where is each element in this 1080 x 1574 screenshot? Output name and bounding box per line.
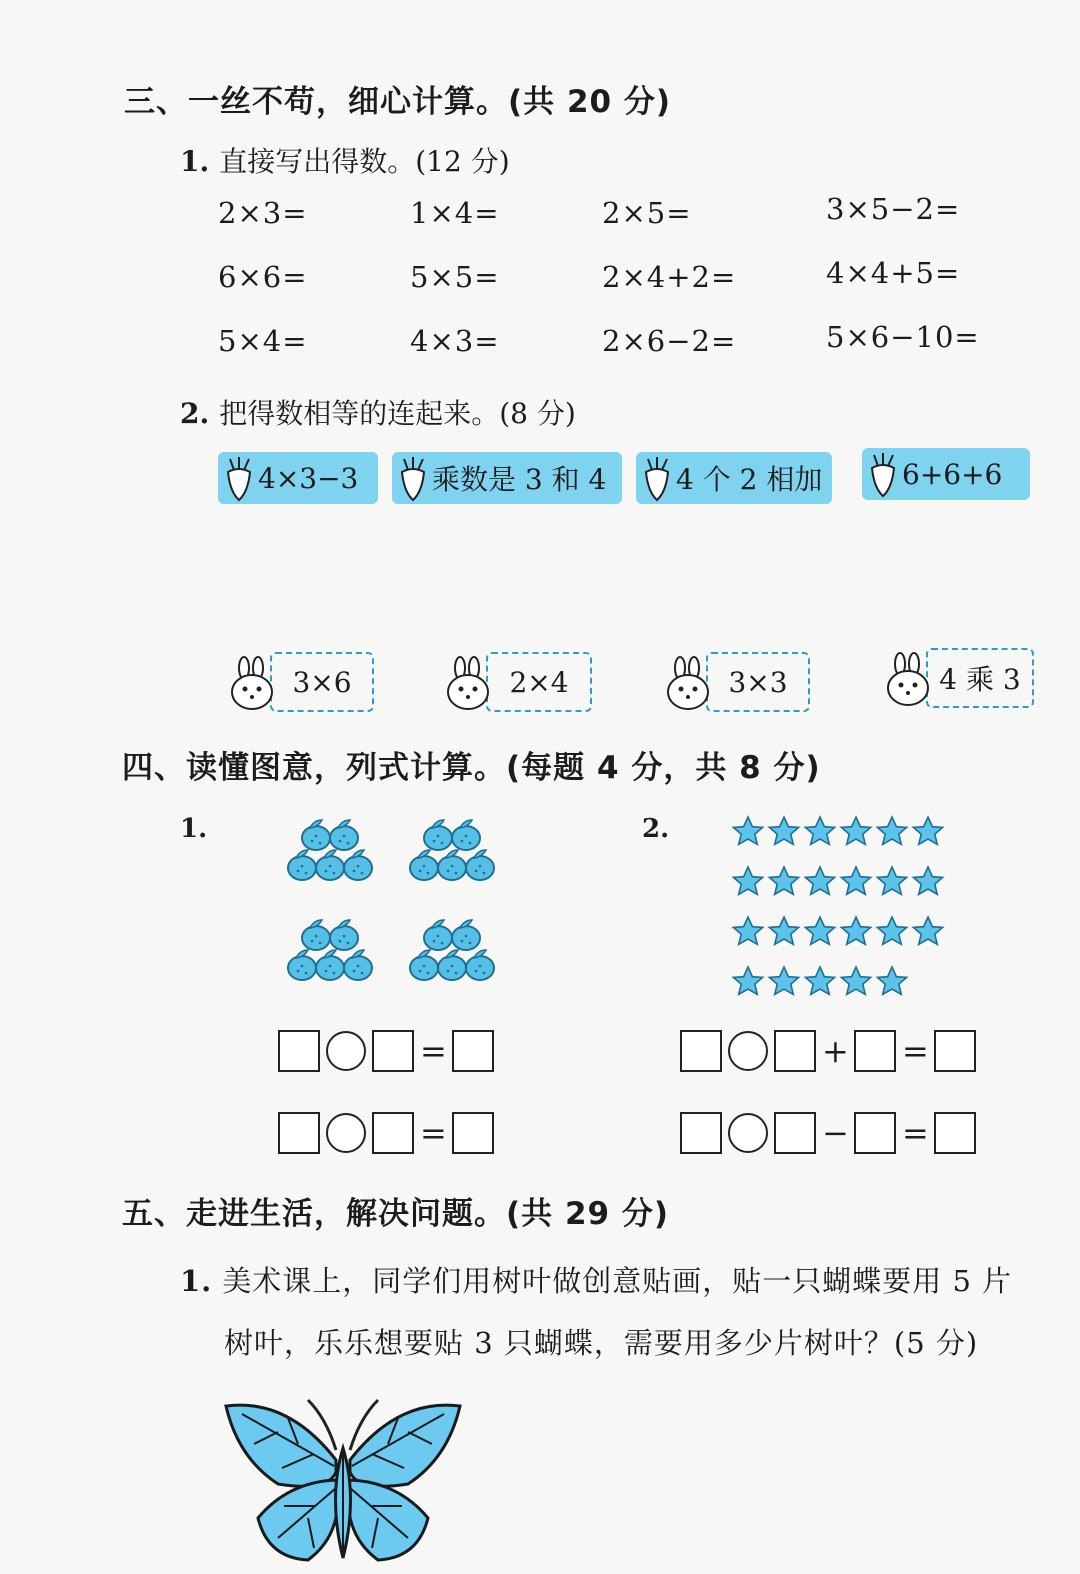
question-text: 直接写出得数。(12 分) [219,145,510,178]
star-icon [733,967,762,994]
equals-sign: = [420,1032,447,1070]
section-3-title: 三、一丝不苟，细心计算。(共 20 分) [124,84,672,120]
calc-problem: 5×6−10= [826,320,980,354]
star-icon [877,967,906,994]
carrot-icon [222,456,256,502]
word-problem-line-1 [180,1250,1060,1312]
calc-problem: 6×6= [218,260,308,294]
bunny-card-4[interactable] [882,648,1034,710]
star-icon [805,967,834,994]
answer-box[interactable] [452,1030,494,1072]
star-rows-illustration [724,810,954,1006]
calc-problem: 4×3= [410,324,500,358]
bunny-card-3[interactable] [662,652,812,714]
star-icon [733,817,762,844]
star-icon [769,917,798,944]
fruit-groups-illustration [280,808,510,1004]
carrot-label: 4×3−3 [258,461,359,495]
calc-problem: 2×4+2= [602,260,737,294]
star-icon [841,967,870,994]
question-number: 2. [180,397,210,430]
carrot-icon [640,456,674,502]
bunny-answer-box [270,652,374,712]
bunny-answer-box [486,652,592,712]
answer-box[interactable] [278,1112,320,1154]
carrot-label: 4 个 2 相加 [676,463,823,496]
calc-problem: 5×4= [218,324,308,358]
star-icon [805,917,834,944]
star-icon [769,867,798,894]
star-icon [733,917,762,944]
answer-box[interactable] [774,1030,816,1072]
answer-box[interactable] [372,1112,414,1154]
equals-sign: = [902,1032,929,1070]
bunny-answer-box [706,652,810,712]
carrot-label: 乘数是 3 和 4 [432,463,607,496]
operator-circle[interactable] [326,1031,366,1071]
bunny-answer-box [926,648,1034,708]
star-icon [841,817,870,844]
word-problem-5-1 [180,1250,1060,1374]
question-3-1-title [180,140,510,180]
star-icon [733,867,762,894]
question-number: 1. [180,145,210,178]
calc-problem: 1×4= [410,196,500,230]
bunny-card-1[interactable] [226,652,376,714]
bunny-icon [882,652,938,708]
operator-circle[interactable] [728,1031,768,1071]
answer-box[interactable] [854,1030,896,1072]
star-icon [769,817,798,844]
section-5-title: 五、走进生活，解决问题。(共 29 分) [122,1196,670,1232]
answer-box[interactable] [934,1030,976,1072]
fruit-equation-2 [278,1112,494,1154]
calc-problem: 4×4+5= [826,256,961,290]
star-icon [805,817,834,844]
problem-4-2-number: 2. [642,814,670,844]
bunny-card-2[interactable] [442,652,594,714]
minus-sign: − [822,1114,849,1152]
answer-box[interactable] [774,1112,816,1154]
calc-problem: 5×5= [410,260,500,294]
carrot-icon [866,452,900,498]
star-icon [841,867,870,894]
carrot-icon [396,456,430,502]
answer-box[interactable] [854,1112,896,1154]
answer-box[interactable] [372,1030,414,1072]
star-equation-1 [680,1030,976,1072]
section-4-title: 四、读懂图意，列式计算。(每题 4 分，共 8 分) [122,750,821,786]
bunny-icon [662,656,718,712]
question-3-2-title [180,392,576,432]
star-icon [913,917,942,944]
star-icon [913,867,942,894]
equals-sign: = [902,1114,929,1152]
question-text: 把得数相等的连起来。(8 分) [219,397,576,430]
equals-sign: = [420,1114,447,1152]
star-icon [769,967,798,994]
word-problem-text: 美术课上，同学们用树叶做创意贴画，贴一只蝴蝶要用 5 片 [222,1264,1013,1298]
word-problem-line-2: 树叶，乐乐想要贴 3 只蝴蝶，需要用多少片树叶？(5 分) [224,1326,979,1360]
star-icon [877,817,906,844]
bunny-label: 4 乘 3 [939,663,1021,696]
bunny-label: 2×4 [509,665,569,699]
carrot-label: 6+6+6 [902,457,1003,491]
calc-problem: 2×3= [218,196,308,230]
carrot-card-3[interactable] [636,452,832,504]
star-icon [877,867,906,894]
plus-sign: + [822,1032,849,1070]
star-icon [841,917,870,944]
carrot-card-4[interactable] [862,448,1030,500]
calc-problem: 2×6−2= [602,324,737,358]
bunny-icon [442,656,498,712]
carrot-card-2[interactable] [392,452,622,504]
answer-box[interactable] [680,1112,722,1154]
fruit-equation-1 [278,1030,494,1072]
star-icon [913,817,942,844]
carrot-card-1[interactable] [218,452,378,504]
question-number: 1. [180,1264,213,1298]
star-equation-2 [680,1112,976,1154]
star-icon [805,867,834,894]
answer-box[interactable] [452,1112,494,1154]
operator-circle[interactable] [326,1113,366,1153]
star-icon [877,917,906,944]
butterfly-illustration [218,1388,468,1566]
answer-box[interactable] [680,1030,722,1072]
calc-problem: 2×5= [602,196,692,230]
calc-problem: 3×5−2= [826,192,961,226]
answer-box[interactable] [934,1112,976,1154]
operator-circle[interactable] [728,1113,768,1153]
bunny-icon [226,656,282,712]
problem-4-1-number: 1. [180,814,208,844]
answer-box[interactable] [278,1030,320,1072]
bunny-label: 3×6 [292,665,352,699]
bunny-label: 3×3 [728,665,788,699]
